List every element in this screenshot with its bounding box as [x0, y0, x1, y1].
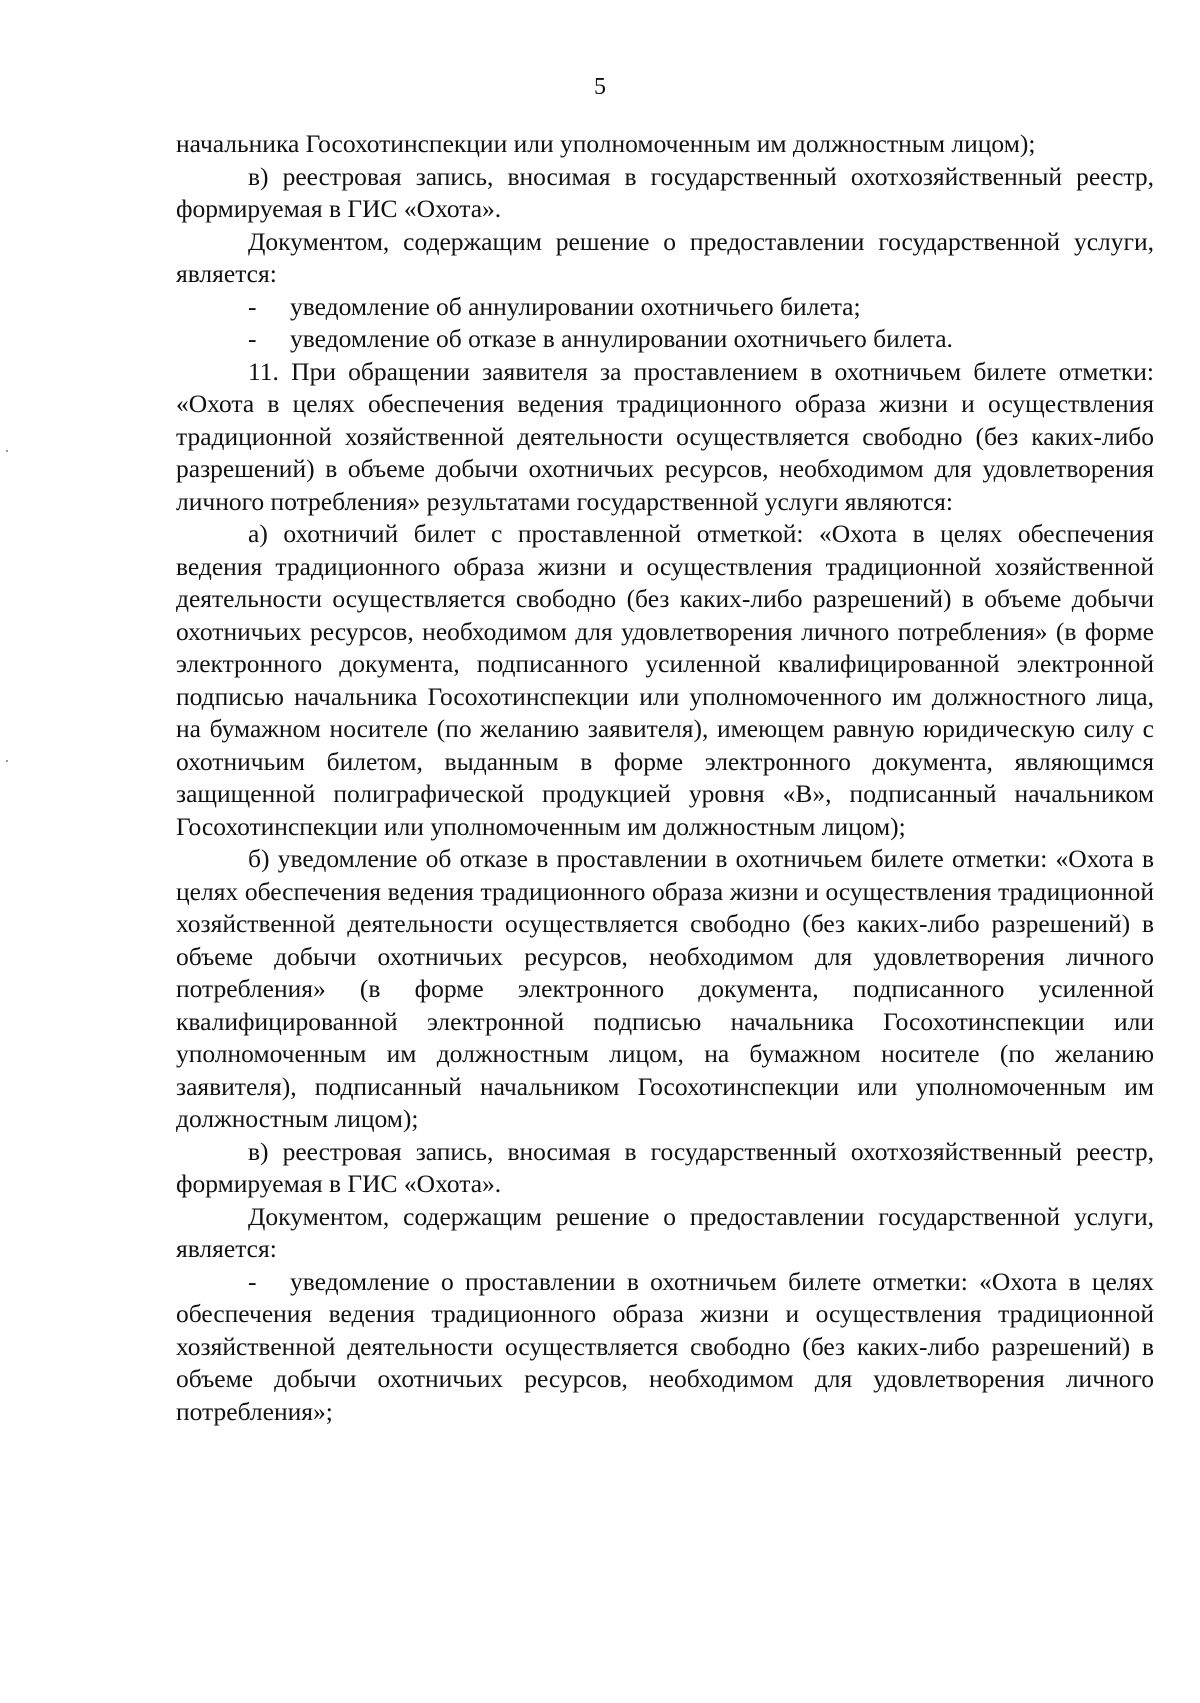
paragraph-item-v-registry-2: в) реестровая запись, вносимая в государственный охотхозяйственный реестр, формируемая в ГИС «Охота».: [176, 1136, 1154, 1198]
list-dash: -: [248, 1266, 257, 1296]
paragraph-continuation: начальника Госохотинспекции или уполномоченным им должностным лицом);: [176, 129, 1036, 158]
page-number: 5: [594, 74, 606, 100]
paragraph-item-a: а) охотничий билет с проставленной отметкой: «Охота в целях обеспечения ведения традиционного образа жизни и осуществления традиционной хозяйственной деятельности осуществляется свободно (без каких-либо разрешений) в объеме добычи охотничьих ресурсов, необходимом для удовлетворения личного потребления» (в форме электронного документа, подписанного усиленной квалифицированной электронной подписью начальника Госохотинспекции или уполномоченного им должностного лица, на бумажном носителе (по желанию заявителя), имеющем равную юридическую силу с охотничьим билетом, выданным в форме электронного документа, являющимся защищенной полиграфической продукцией уровня «В», подписанный начальником Госохотинспекции или уполномоченным им должностным лицом);: [176, 519, 1154, 841]
list-dash: -: [248, 324, 257, 353]
list-item-text: уведомление об отказе в аннулировании охотничьего билета.: [290, 324, 953, 353]
list-item-text: уведомление о проставлении в охотничьем билете отметки: «Охота в целях обеспечения ведения традиционного образа жизни и осуществления традиционной хозяйственной деятельности осуществляется свободно (без каких-либо разрешений) в объеме добычи охотничьих ресурсов, необходимом для удовлетворения личного потребления»;: [176, 1266, 1154, 1426]
document-body: [176, 128, 1154, 1428]
list-dash: -: [248, 291, 257, 321]
scan-edge-mark: [6, 450, 8, 452]
scan-edge-mark: [6, 760, 8, 762]
list-item-text: уведомление об аннулировании охотничьего билета;: [290, 291, 861, 321]
paragraph-item-b: б) уведомление об отказе в проставлении в охотничьем билете отметки: «Охота в целях обеспечения ведения традиционного образа жизни и осуществления традиционной хозяйственной деятельности осуществляется свободно (без каких-либо разрешений) в объеме добычи охотничьих ресурсов, необходимом для удовлетворения личного потребления» (в форме электронного документа, подписанного усиленной квалифицированной электронной подписью начальника Госохотинспекции или уполномоченным им должностным лицом, на бумажном носителе (по желанию заявителя), подписанный начальником Госохотинспекции или уполномоченным им должностным лицом);: [176, 844, 1154, 1133]
list-item-mark-notice: [176, 1266, 1154, 1429]
paragraph-11: 11. При обращении заявителя за проставлением в охотничьем билете отметки: «Охота в целях обеспечения ведения традиционного образа жизни и осуществления традиционной хозяйственной деятельности осуществляется свободно (без каких-либо разрешений) в объеме добычи охотничьих ресурсов, необходимом для удовлетворения личного потребления» результатами государственной услуги являются:: [176, 356, 1154, 516]
paragraph-item-v-registry: в) реестровая запись, вносимая в государственный охотхозяйственный реестр, формируемая в ГИС «Охота».: [176, 161, 1154, 223]
paragraph-decision-document-2: Документом, содержащим решение о предоставлении государственной услуги, является:: [176, 1201, 1154, 1263]
list-item-annulment-refusal: [176, 323, 1154, 356]
paragraph-decision-document: Документом, содержащим решение о предоставлении государственной услуги, является:: [176, 226, 1154, 288]
list-item-annulment-notice: [176, 291, 1154, 324]
